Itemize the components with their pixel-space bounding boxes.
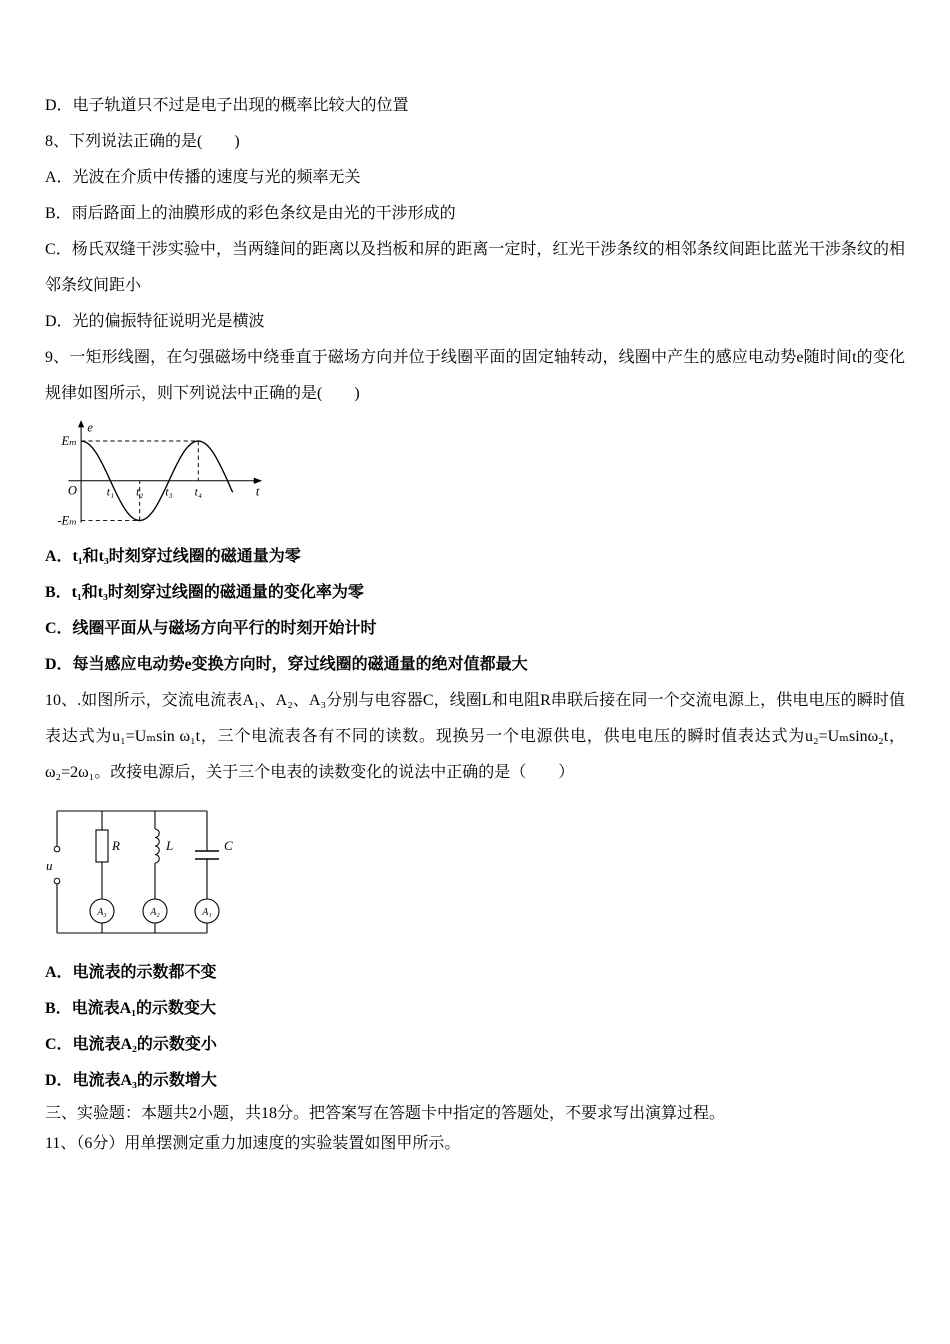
- q10-option-b: B．电流表A₁的示数变大: [45, 1000, 217, 1017]
- t3-tick-label: t₃: [165, 486, 173, 499]
- q8-option-a: A．光波在介质中传播的速度与光的频率无关: [45, 169, 361, 186]
- emf-time-graph: [45, 418, 271, 531]
- ammeter-a2-label: A₂: [150, 907, 160, 918]
- t4-tick-label: t₄: [194, 486, 202, 499]
- t2-tick-label: t₂: [136, 486, 144, 499]
- ammeter-a3-label: A₃: [97, 907, 107, 918]
- source-label: u: [46, 858, 53, 873]
- source-terminal-top: [54, 846, 60, 852]
- q8-option-b: B．雨后路面上的油膜形成的彩色条纹是由光的干涉形成的: [45, 205, 456, 222]
- x-axis-arrow: [254, 478, 262, 484]
- source-terminal-bottom: [54, 878, 60, 884]
- capacitor-symbol: [195, 851, 219, 859]
- q7-option-d: D．电子轨道只不过是电子出现的概率比较大的位置: [45, 97, 409, 114]
- ammeter-a1-label: A₁: [202, 907, 212, 918]
- q9-option-c: C．线圈平面从与磁场方向平行的时刻开始计时: [45, 620, 377, 637]
- resistor-symbol: [96, 830, 108, 862]
- q9-option-d: D．每当感应电动势e变换方向时，穿过线圈的磁通量的绝对值都最大: [45, 656, 528, 673]
- q9-option-a: A．t₁和t₃时刻穿过线圈的磁通量为零: [45, 548, 301, 565]
- x-axis-label: t: [255, 484, 260, 499]
- capacitor-label: C: [224, 838, 233, 853]
- y-axis-arrow: [78, 420, 84, 427]
- y-min-label: -Eₘ: [57, 513, 77, 528]
- t1-tick-label: t₁: [106, 486, 114, 499]
- q8-option-d: D．光的偏振特征说明光是横波: [45, 313, 265, 330]
- resistor-label: R: [112, 838, 120, 853]
- section3-heading: 三、实验题：本题共2小题，共18分。把答案写在答题卡中指定的答题处，不要求写出演算过程。: [45, 1105, 726, 1122]
- q8-stem: 8、下列说法正确的是( ): [45, 133, 240, 150]
- q10-option-a: A．电流表的示数都不变: [45, 964, 217, 981]
- circuit-wires: [57, 811, 207, 933]
- ac-circuit-diagram: [45, 797, 250, 947]
- q10-stem: 10、.如图所示，交流电流表A₁、A₂、A₃分别与电容器C，线圈L和电阻R串联后接在同一个交流电源上，供电电压的瞬时值表达式为u₁=Uₘsin ω₁t，三个电流表各有不同的读数。现换另一个电源供电，供电电压的瞬时值表达式为u₂=Uₘsinω₂t，ω₂=2ω₁。改接电源后，关于三个电表的读数变化的说法中正确的是（ ）: [45, 692, 905, 781]
- q8-option-c: C．杨氏双缝干涉实验中，当两缝间的距离以及挡板和屏的距离一定时，红光干涉条纹的相邻条纹间距比蓝光干涉条纹的相邻条纹间距小: [45, 241, 905, 294]
- origin-label: O: [67, 483, 77, 498]
- q9-stem: 9、一矩形线圈，在匀强磁场中绕垂直于磁场方向并位于线圈平面的固定轴转动，线圈中产生的感应电动势e随时间t的变化规律如图所示，则下列说法中正确的是( ): [45, 349, 905, 402]
- q9-option-b: B．t₁和t₃时刻穿过线圈的磁通量的变化率为零: [45, 584, 364, 601]
- emf-time-graph-figure: [45, 418, 905, 531]
- q11-stem: 11、（6分）用单摆测定重力加速度的实验装置如图甲所示。: [45, 1135, 461, 1152]
- y-axis-label: e: [87, 420, 93, 435]
- inductor-label: L: [166, 838, 174, 853]
- inductor-symbol: [155, 829, 159, 863]
- q10-option-d: D．电流表A₃的示数增大: [45, 1072, 217, 1089]
- y-max-label: Eₘ: [61, 434, 77, 449]
- ac-circuit-figure: [45, 797, 905, 947]
- q10-option-c: C．电流表A₂的示数变小: [45, 1036, 217, 1053]
